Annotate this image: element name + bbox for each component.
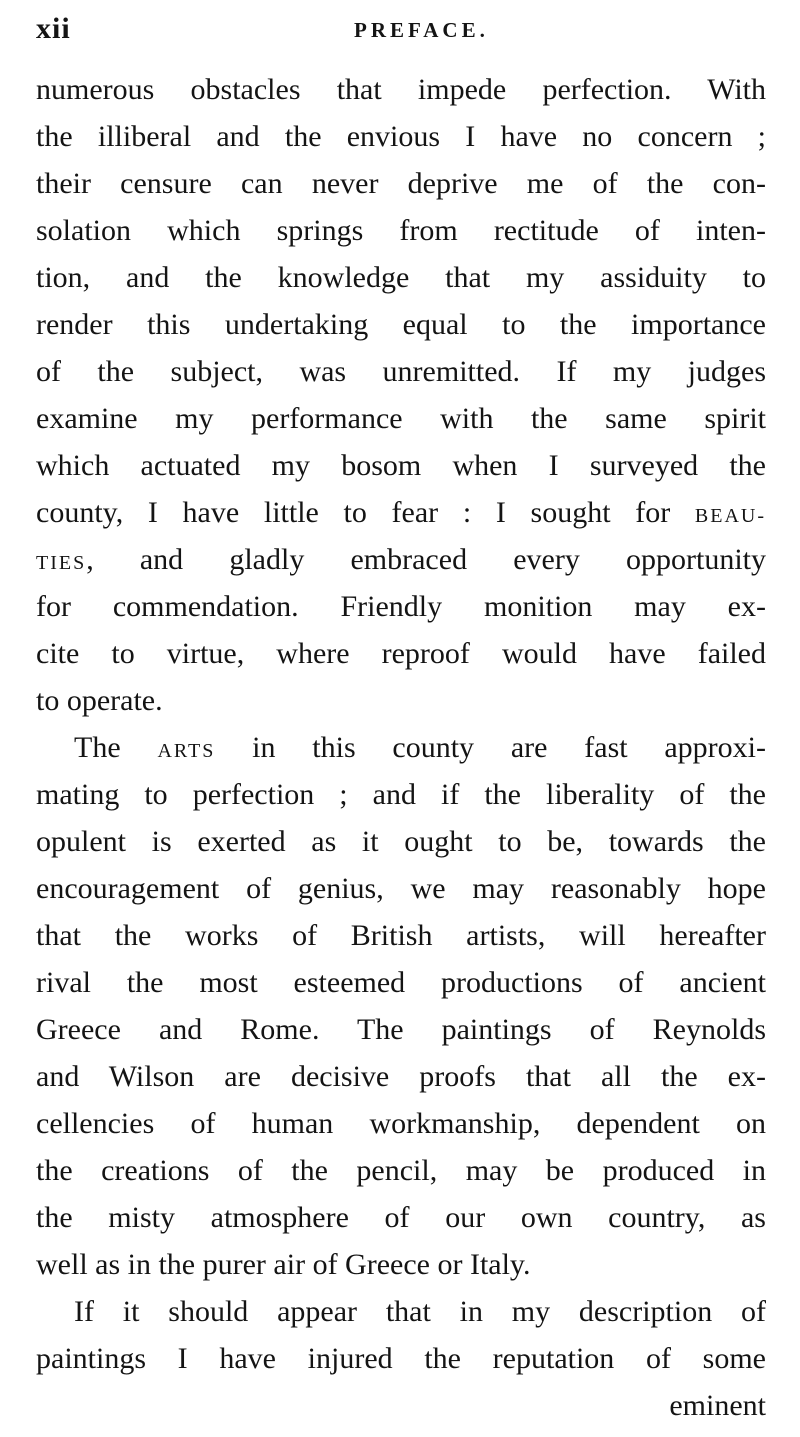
text-line: solation which springs from rectitude of inten- <box>36 214 766 247</box>
line-text: The <box>74 731 158 764</box>
text-line-with-small-caps <box>36 536 766 583</box>
text-line: encouragement of genius, we may reasonably hope <box>36 872 766 905</box>
small-caps-word: ARTS <box>157 740 216 762</box>
text-line-with-small-caps <box>36 724 766 771</box>
text-line: render this undertaking equal to the importance <box>36 308 766 341</box>
text-line: If it should appear that in my description of <box>74 1295 766 1328</box>
line-text: in this county are fast approxi- <box>215 731 766 764</box>
text-line: for commendation. Friendly monition may ex- <box>36 590 766 623</box>
text-line: mating to perfection ; and if the liberality of the <box>36 778 766 811</box>
text-line: cite to virtue, where reproof would have failed <box>36 637 766 670</box>
text-line: well as in the purer air of Greece or Italy. <box>36 1248 531 1281</box>
text-line: the illiberal and the envious I have no concern ; <box>36 120 766 153</box>
text-line: paintings I have injured the reputation of some <box>36 1342 766 1375</box>
text-line: that the works of British artists, will hereafter <box>36 919 766 952</box>
text-line: rival the most esteemed productions of ancient <box>36 966 766 999</box>
small-caps-word: TIES <box>36 552 87 574</box>
page-number: xii <box>36 12 71 45</box>
small-caps-word: BEAU- <box>694 505 766 527</box>
text-line: of the subject, was unremitted. If my judges <box>36 355 766 388</box>
line-text: county, I have little to fear : I sought for <box>36 496 695 529</box>
catchword: eminent <box>669 1389 766 1422</box>
text-line: which actuated my bosom when I surveyed the <box>36 449 766 482</box>
text-line: to operate. <box>36 684 163 717</box>
page-header <box>36 12 766 52</box>
body-text <box>36 66 766 1429</box>
text-line: cellencies of human workmanship, dependent on <box>36 1107 766 1140</box>
text-line-with-small-caps <box>36 489 766 536</box>
text-line: the creations of the pencil, may be produced in <box>36 1154 766 1187</box>
running-head: PREFACE. <box>354 18 489 42</box>
line-text: , and gladly embraced every opportunity <box>86 543 766 576</box>
text-line: opulent is exerted as it ought to be, towards the <box>36 825 766 858</box>
text-line: the misty atmosphere of our own country, as <box>36 1201 766 1234</box>
text-line: and Wilson are decisive proofs that all the ex- <box>36 1060 766 1093</box>
text-line: Greece and Rome. The paintings of Reynolds <box>36 1013 766 1046</box>
text-line: tion, and the knowledge that my assiduity to <box>36 261 766 294</box>
text-line: numerous obstacles that impede perfection. With <box>36 73 766 106</box>
text-line: examine my performance with the same spirit <box>36 402 766 435</box>
text-line: their censure can never deprive me of the con- <box>36 167 766 200</box>
